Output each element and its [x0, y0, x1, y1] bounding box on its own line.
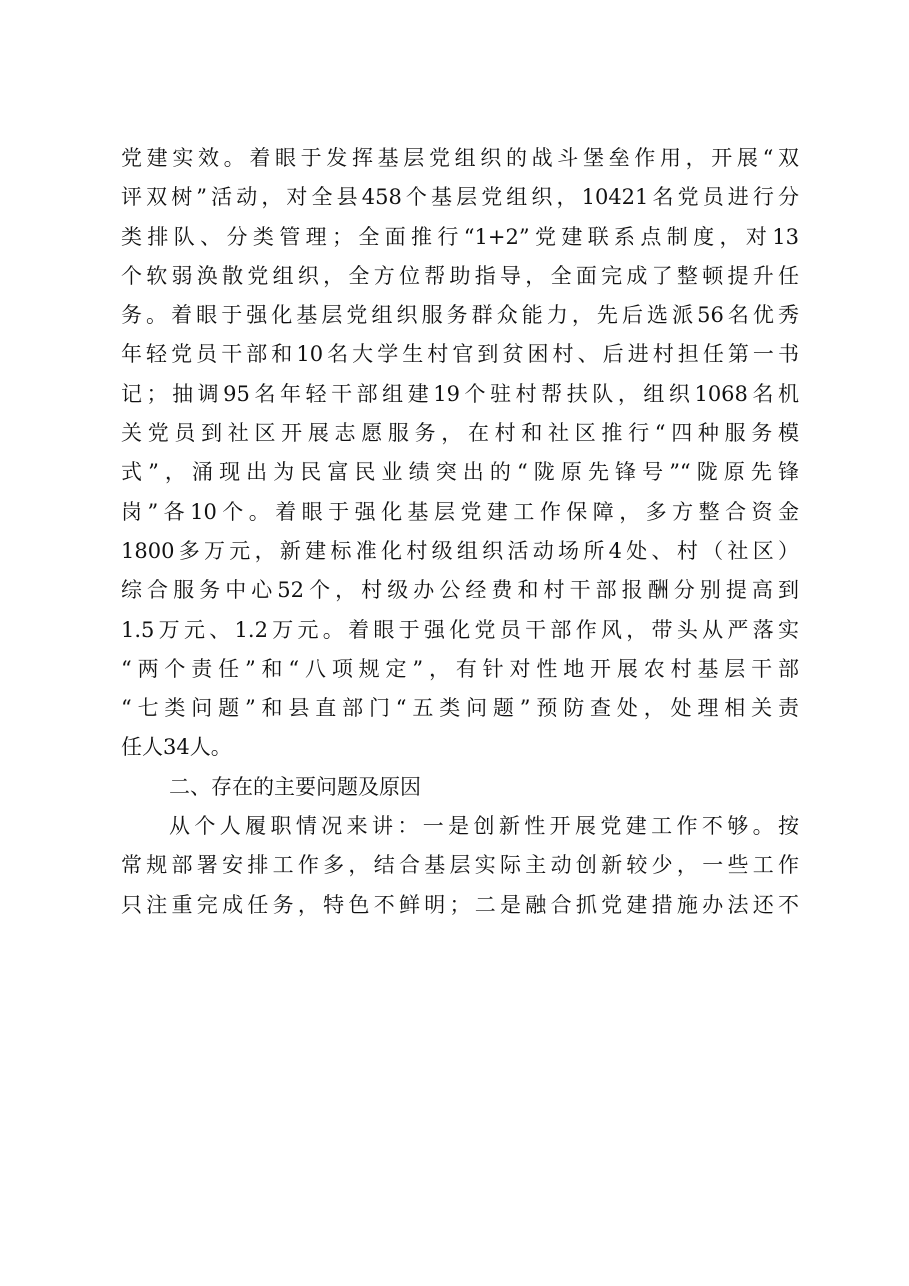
paragraph-line: 式”，涌现出为民富民业绩突出的“陇原先锋号”“陇原先锋 — [121, 460, 799, 485]
paragraph-line: 务。着眼于强化基层党组织服务群众能力，先后选派56名优秀 — [121, 303, 799, 328]
paragraph-line: 常规部署安排工作多，结合基层实际主动创新较少，一些工作 — [121, 853, 799, 878]
paragraph-line: 只注重完成任务，特色不鲜明；二是融合抓党建措施办法还不 — [121, 892, 799, 917]
section-heading: 二、存在的主要问题及原因 — [169, 774, 421, 799]
paragraph-line: 党建实效。着眼于发挥基层党组织的战斗堡垒作用，开展“双 — [121, 146, 799, 170]
paragraph-line: 关党员到社区开展志愿服务，在村和社区推行“四种服务模 — [121, 421, 799, 446]
paragraph-line: 岗”各10个。着眼于强化基层党建工作保障，多方整合资金 — [121, 499, 799, 524]
paragraph-line: 年轻党员干部和10名大学生村官到贫困村、后进村担任第一书 — [121, 342, 799, 367]
paragraph-line: 综合服务中心52个，村级办公经费和村干部报酬分别提高到 — [121, 578, 799, 603]
paragraph-line: 评双树”活动，对全县458个基层党组织，10421名党员进行分 — [121, 185, 799, 210]
paragraph-line: “七类问题”和县直部门“五类问题”预防查处，处理相关责 — [121, 696, 799, 721]
paragraph-line: 1.5万元、1.2万元。着眼于强化党员干部作风，带头从严落实 — [121, 617, 799, 642]
paragraph-line: 类排队、分类管理；全面推行“1+2”党建联系点制度，对13 — [121, 224, 799, 249]
paragraph-last-line: 任人34人。 — [121, 735, 232, 760]
paragraph-line: 记；抽调95名年轻干部组建19个驻村帮扶队，组织1068名机 — [121, 381, 799, 406]
paragraph-first-line: 从个人履职情况来讲：一是创新性开展党建工作不够。按 — [169, 814, 799, 839]
paragraph-line: 个软弱涣散党组织，全方位帮助指导，全面完成了整顿提升任 — [121, 263, 799, 288]
body-text — [121, 139, 799, 925]
paragraph-line: “两个责任”和“八项规定”，有针对性地开展农村基层干部 — [121, 656, 799, 681]
paragraph-line: 1800多万元，新建标准化村级组织活动场所4处、村（社区） — [121, 538, 799, 563]
